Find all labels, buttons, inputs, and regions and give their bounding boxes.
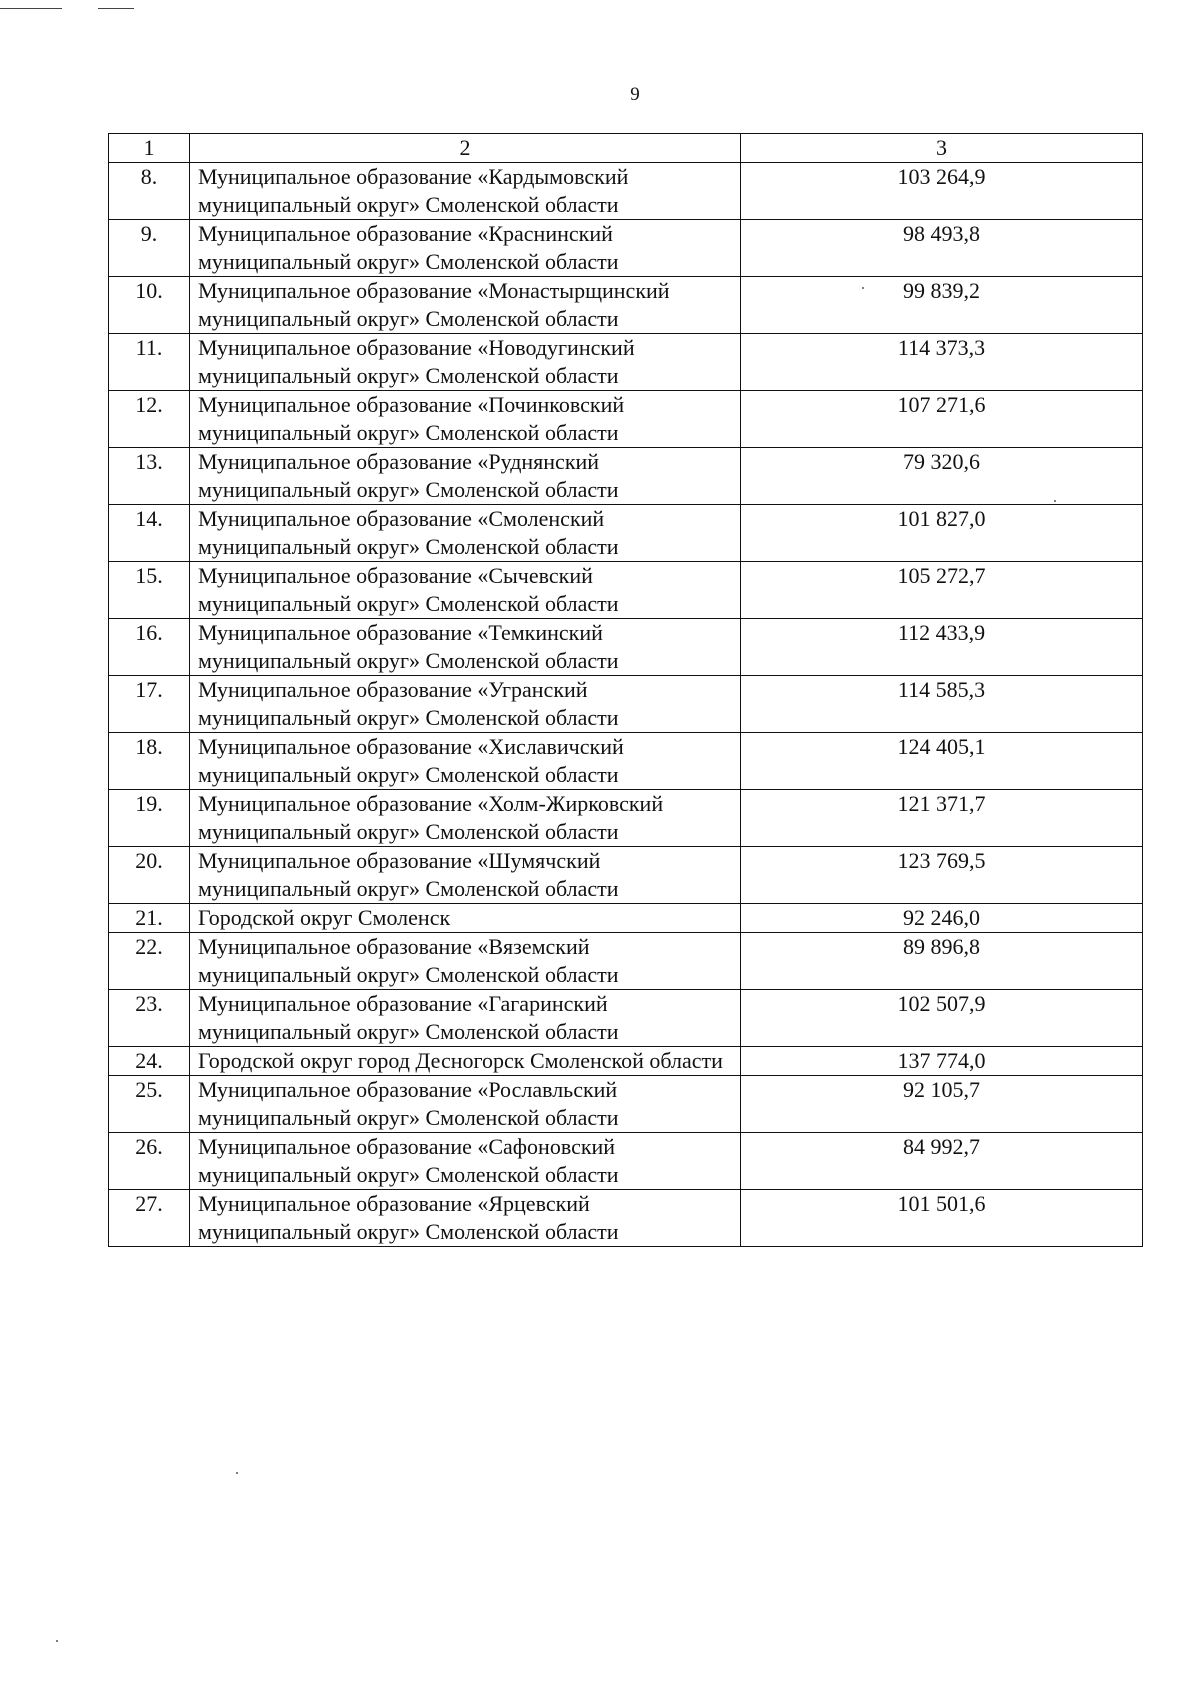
row-number-cell: 26. xyxy=(109,1133,190,1190)
table-row xyxy=(109,733,1143,790)
row-number-cell: 25. xyxy=(109,1076,190,1133)
amount-cell: 99 839,2 xyxy=(741,277,1143,334)
amount-cell: 101 501,6 xyxy=(741,1190,1143,1247)
table-row xyxy=(109,790,1143,847)
municipality-name-cell: Муниципальное образование «Сафоновский муниципальный округ» Смоленской области xyxy=(190,1133,741,1190)
row-number-cell: 12. xyxy=(109,391,190,448)
municipality-name-cell: Муниципальное образование «Смоленский муниципальный округ» Смоленской области xyxy=(190,505,741,562)
row-number-cell: 24. xyxy=(109,1047,190,1076)
row-number-cell: 23. xyxy=(109,990,190,1047)
row-number-cell: 8. xyxy=(109,163,190,220)
amount-cell: 89 896,8 xyxy=(741,933,1143,990)
row-number-cell: 16. xyxy=(109,619,190,676)
allocation-table xyxy=(108,133,1143,1247)
municipality-name-cell: Муниципальное образование «Монастырщинский муниципальный округ» Смоленской области xyxy=(190,277,741,334)
municipality-name-cell: Муниципальное образование «Угранский муниципальный округ» Смоленской области xyxy=(190,676,741,733)
municipality-name-cell: Муниципальное образование «Новодугинский муниципальный округ» Смоленской области xyxy=(190,334,741,391)
municipality-name-cell: Городской округ город Десногорск Смоленской области xyxy=(190,1047,741,1076)
amount-cell: 103 264,9 xyxy=(741,163,1143,220)
row-number-cell: 9. xyxy=(109,220,190,277)
scan-speck xyxy=(236,1472,238,1474)
municipality-name-cell: Муниципальное образование «Краснинский муниципальный округ» Смоленской области xyxy=(190,220,741,277)
scan-line-left xyxy=(0,8,62,9)
row-number-cell: 19. xyxy=(109,790,190,847)
row-number-cell: 27. xyxy=(109,1190,190,1247)
row-number-cell: 22. xyxy=(109,933,190,990)
table-row xyxy=(109,619,1143,676)
municipality-name-cell: Муниципальное образование «Хиславичский муниципальный округ» Смоленской области xyxy=(190,733,741,790)
amount-cell: 121 371,7 xyxy=(741,790,1143,847)
amount-cell: 124 405,1 xyxy=(741,733,1143,790)
column-header-value: 3 xyxy=(741,134,1143,163)
table-row xyxy=(109,990,1143,1047)
row-number-cell: 10. xyxy=(109,277,190,334)
municipality-name-cell: Муниципальное образование «Шумячский муниципальный округ» Смоленской области xyxy=(190,847,741,904)
page-number: 9 xyxy=(630,84,640,105)
amount-cell: 102 507,9 xyxy=(741,990,1143,1047)
amount-cell: 105 272,7 xyxy=(741,562,1143,619)
row-number-cell: 15. xyxy=(109,562,190,619)
table-row xyxy=(109,277,1143,334)
table-row xyxy=(109,1076,1143,1133)
amount-cell: 114 585,3 xyxy=(741,676,1143,733)
amount-cell: 98 493,8 xyxy=(741,220,1143,277)
municipality-name-cell: Муниципальное образование «Холм-Жирковский муниципальный округ» Смоленской области xyxy=(190,790,741,847)
table-row xyxy=(109,904,1143,933)
municipality-name-cell: Муниципальное образование «Гагаринский муниципальный округ» Смоленской области xyxy=(190,990,741,1047)
table-row xyxy=(109,163,1143,220)
amount-cell: 92 246,0 xyxy=(741,904,1143,933)
municipality-name-cell: Муниципальное образование «Сычевский муниципальный округ» Смоленской области xyxy=(190,562,741,619)
row-number-cell: 18. xyxy=(109,733,190,790)
amount-cell: 114 373,3 xyxy=(741,334,1143,391)
amount-cell: 123 769,5 xyxy=(741,847,1143,904)
table-row xyxy=(109,1047,1143,1076)
amount-cell: 101 827,0 xyxy=(741,505,1143,562)
table-row xyxy=(109,1190,1143,1247)
table-row xyxy=(109,505,1143,562)
municipality-name-cell: Муниципальное образование «Вяземский муниципальный округ» Смоленской области xyxy=(190,933,741,990)
scan-speck xyxy=(1054,500,1056,502)
amount-cell: 107 271,6 xyxy=(741,391,1143,448)
scan-speck xyxy=(862,287,864,289)
column-header-number: 1 xyxy=(109,134,190,163)
row-number-cell: 17. xyxy=(109,676,190,733)
row-number-cell: 21. xyxy=(109,904,190,933)
municipality-name-cell: Муниципальное образование «Ярцевский муниципальный округ» Смоленской области xyxy=(190,1190,741,1247)
amount-cell: 92 105,7 xyxy=(741,1076,1143,1133)
table-row xyxy=(109,391,1143,448)
scan-speck xyxy=(56,1640,58,1642)
municipality-name-cell: Муниципальное образование «Кардымовский муниципальный округ» Смоленской области xyxy=(190,163,741,220)
amount-cell: 84 992,7 xyxy=(741,1133,1143,1190)
table-row xyxy=(109,448,1143,505)
table-row xyxy=(109,933,1143,990)
municipality-name-cell: Муниципальное образование «Руднянский муниципальный округ» Смоленской области xyxy=(190,448,741,505)
table-row xyxy=(109,334,1143,391)
row-number-cell: 14. xyxy=(109,505,190,562)
row-number-cell: 13. xyxy=(109,448,190,505)
municipality-name-cell: Муниципальное образование «Рославльский муниципальный округ» Смоленской области xyxy=(190,1076,741,1133)
table-row xyxy=(109,562,1143,619)
table-row xyxy=(109,220,1143,277)
row-number-cell: 20. xyxy=(109,847,190,904)
table-header-row xyxy=(109,134,1143,163)
row-number-cell: 11. xyxy=(109,334,190,391)
amount-cell: 112 433,9 xyxy=(741,619,1143,676)
scan-line-short xyxy=(98,8,134,9)
column-header-name: 2 xyxy=(190,134,741,163)
table-row xyxy=(109,1133,1143,1190)
amount-cell: 79 320,6 xyxy=(741,448,1143,505)
table-row xyxy=(109,847,1143,904)
table-row xyxy=(109,676,1143,733)
municipality-name-cell: Муниципальное образование «Починковский муниципальный округ» Смоленской области xyxy=(190,391,741,448)
municipality-name-cell: Городской округ Смоленск xyxy=(190,904,741,933)
amount-cell: 137 774,0 xyxy=(741,1047,1143,1076)
municipality-name-cell: Муниципальное образование «Темкинский муниципальный округ» Смоленской области xyxy=(190,619,741,676)
